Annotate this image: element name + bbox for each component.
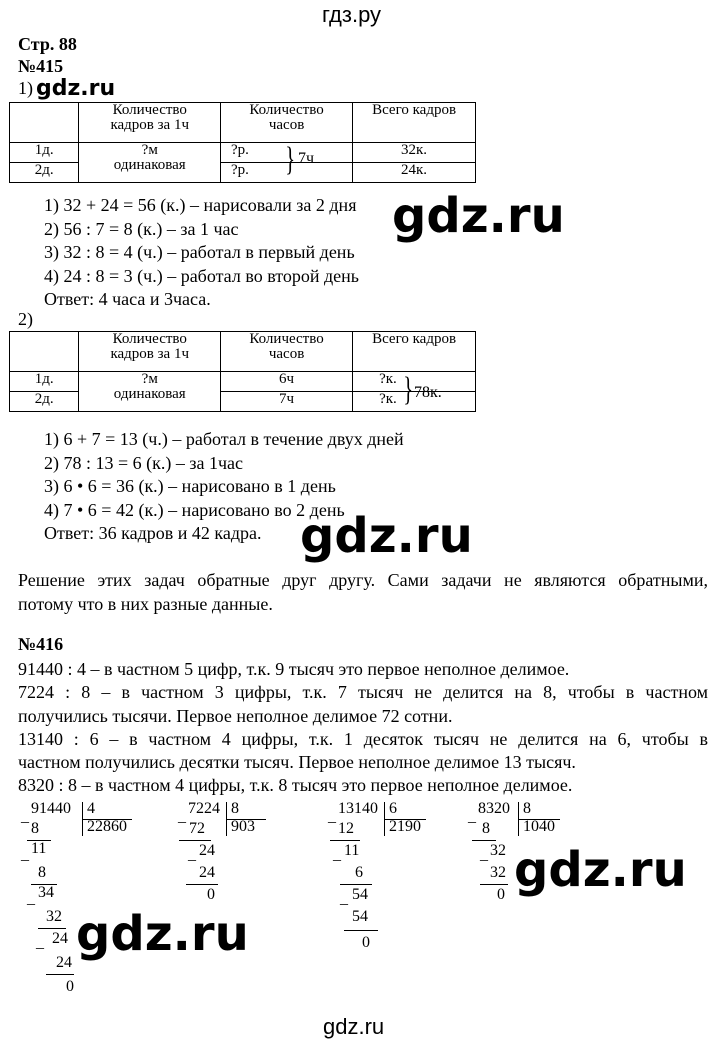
solution-line: 1) 32 + 24 = 56 (к.) – нарисовали за 2 дня: [44, 195, 357, 215]
text-line: 8320 : 8 – в частном 4 цифры, т.к. 8 тысяч это первое неполное делимое.: [18, 775, 573, 796]
watermark-small: gdz.ru: [36, 76, 116, 101]
table-header-hours: Количество часов: [221, 332, 353, 372]
table-header-rate: Количество кадров за 1ч: [79, 103, 221, 143]
part2-label: 2): [18, 309, 33, 329]
table-row: 2д. 7ч ?к.: [10, 392, 476, 412]
brace-label: 7ч: [298, 150, 315, 167]
quotient: 22860: [87, 818, 127, 835]
watermark: gdz.ru: [392, 188, 565, 244]
answer-line: Ответ: 4 часа и 3часа.: [44, 289, 211, 309]
footer-site: gdz.ru: [323, 1014, 385, 1039]
text-line: 13140 : 6 – в частном 4 цифры, т.к. 1 десяток тысяч не делится на 6, чтобы в: [18, 728, 708, 749]
solution-line: 1) 6 + 7 = 13 (ч.) – работал в течение двух дней: [44, 429, 404, 449]
text-line: 91440 : 4 – в частном 5 цифр, т.к. 9 тысяч это первое неполное делимое.: [18, 659, 570, 679]
conclusion-line: Решение этих задач обратные друг другу. Сами задачи не являются обратными,: [18, 570, 708, 590]
watermark: gdz.ru: [514, 842, 687, 898]
text-line: получились тысячи. Первое неполное делимое 72 сотни.: [18, 705, 453, 726]
solution-1: [44, 194, 359, 312]
solution-line: 2) 56 : 7 = 8 (к.) – за 1 час: [44, 218, 239, 239]
watermark: gdz.ru: [76, 906, 249, 962]
divisor: 4: [87, 800, 95, 817]
watermark: gdz.ru: [300, 508, 473, 564]
table-header-rate: Количество кадров за 1ч: [79, 332, 221, 372]
task-number-416: №416: [18, 634, 64, 654]
table-header-total: Всего кадров: [353, 103, 476, 143]
brace-icon: }: [285, 141, 296, 178]
text-line: частном получились десятки тысяч. Первое неполное делимое 13 тысяч.: [18, 752, 576, 773]
brace-label: 78к.: [414, 384, 442, 401]
table-415-part1: [9, 102, 476, 183]
page-label: Стр. 88: [18, 34, 77, 54]
solution-line: 3) 32 : 8 = 4 (ч.) – работал в первый день: [44, 242, 355, 262]
text-line: 7224 : 8 – в частном 3 цифры, т.к. 7 тысяч не делится на 8, чтобы в частном: [18, 682, 708, 703]
solution-line: 4) 24 : 8 = 3 (ч.) – работал во второй день: [44, 265, 359, 286]
solution-line: 2) 78 : 13 = 6 (к.) – за 1час: [44, 452, 244, 473]
site-header: гдз.ру: [322, 2, 382, 27]
minus-sign: _: [21, 808, 29, 825]
table-header-empty: [10, 332, 79, 372]
solution-line: 4) 7 • 6 = 42 (к.) – нарисовано во 2 день: [44, 499, 345, 520]
table-row: 1д. ?м одинаковая 6ч ?к.: [10, 372, 476, 392]
task-number-415: №415: [18, 56, 64, 76]
table-header-empty: [10, 103, 79, 143]
part1-label: 1): [18, 78, 33, 98]
conclusion: [18, 568, 708, 616]
table-header-total: Всего кадров: [353, 332, 476, 372]
table-header-hours: Количество часов: [221, 103, 353, 143]
dividend: 91440: [31, 800, 71, 817]
answer-line: Ответ: 36 кадров и 42 кадра.: [44, 523, 262, 543]
table-row: 1д. ?м одинаковая ?р. 32к.: [10, 143, 476, 163]
task-416-text: [18, 658, 708, 798]
table-row: 2д. ?р. 24к.: [10, 163, 476, 183]
conclusion-line: потому что в них разные данные.: [18, 594, 273, 614]
solution-line: 3) 6 • 6 = 36 (к.) – нарисовано в 1 день: [44, 476, 336, 496]
brace-icon: }: [403, 371, 414, 408]
